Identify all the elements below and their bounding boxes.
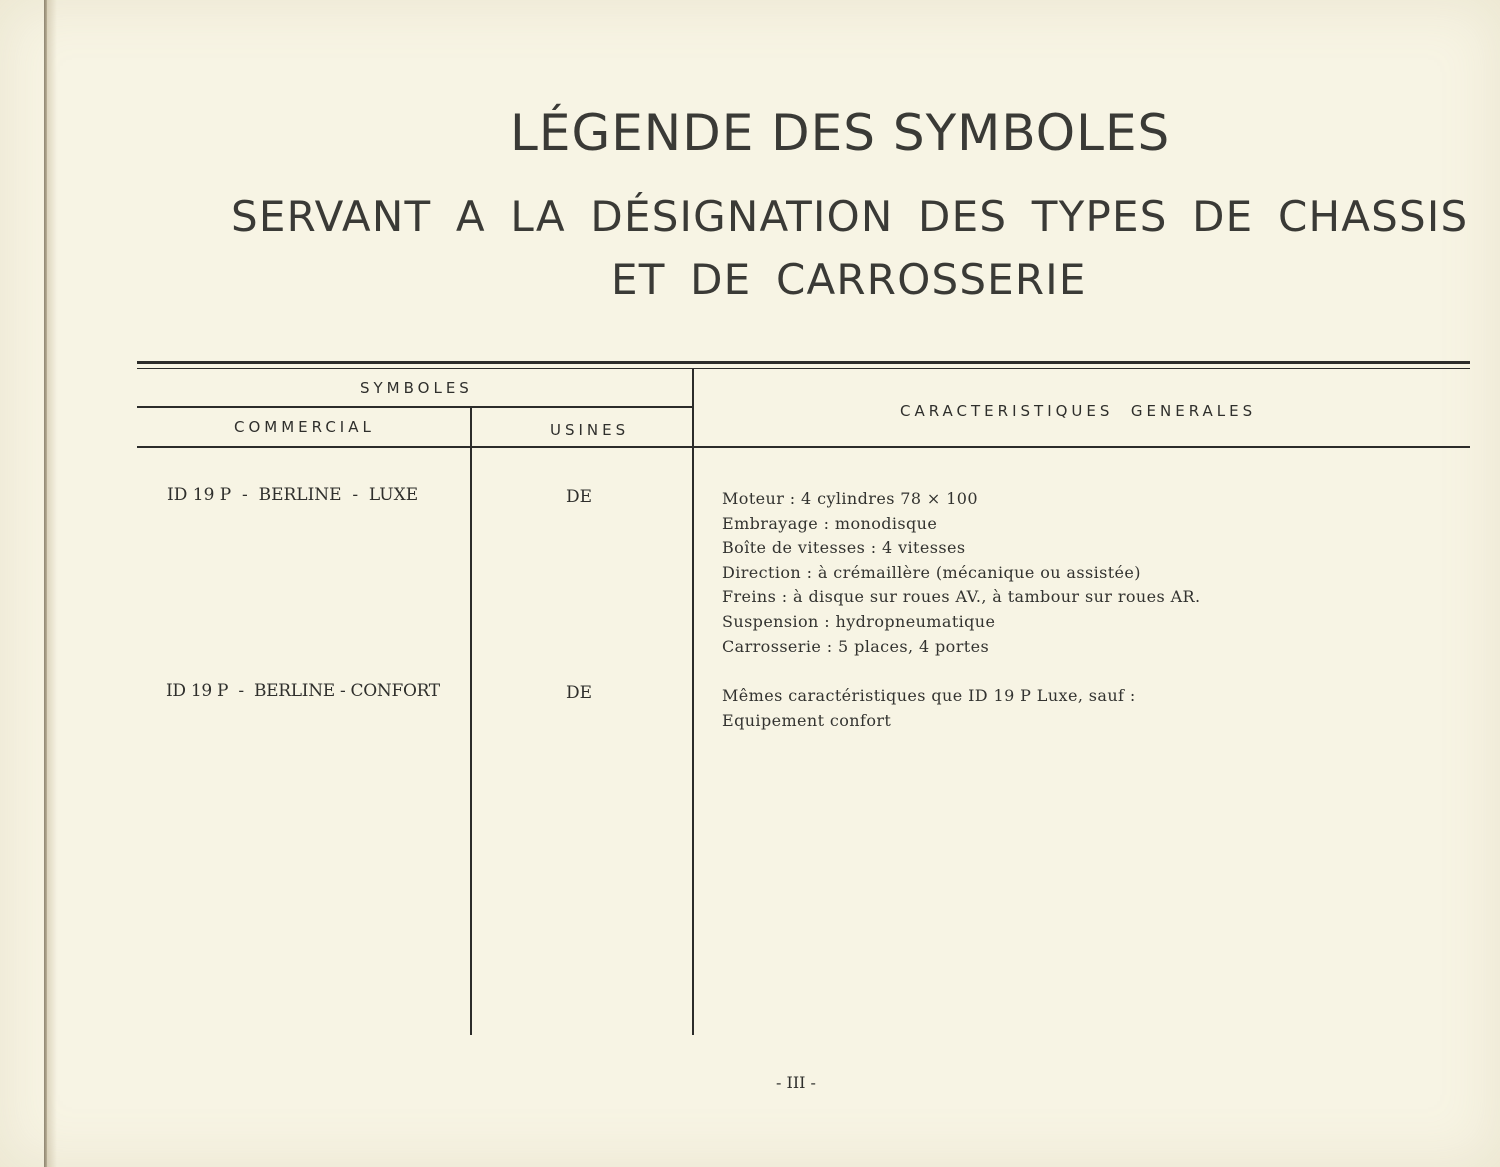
row-commercial-luxe: ID 19 P - BERLINE - LUXE <box>167 485 419 505</box>
spec-line: Freins : à disque sur roues AV., à tambour sur roues AR. <box>722 587 1201 607</box>
page-number: - III - <box>776 1073 816 1092</box>
symboles-subheader-rule <box>137 406 694 408</box>
spec-line: Suspension : hydropneumatique <box>722 611 996 631</box>
header-commercial: COMMERCIAL <box>234 418 375 436</box>
spec-line: Moteur : 4 cylindres 78 × 100 <box>722 489 978 508</box>
page-subtitle-line1: SERVANT A LA DÉSIGNATION DES TYPES DE CHASSIS <box>231 192 1469 241</box>
spec-line: Carrosserie : 5 places, 4 portes <box>722 636 990 656</box>
header-caracteristiques: CARACTERISTIQUES GENERALES <box>900 402 1257 420</box>
spec-line: Direction : à crémaillère (mécanique ou assistée) <box>722 562 1141 582</box>
table-top-rule-thick <box>137 361 1470 364</box>
row-caracteristiques-confort <box>722 684 1136 733</box>
row-usines-luxe: DE <box>566 487 593 507</box>
row-commercial-confort: ID 19 P - BERLINE - CONFORT <box>166 681 440 701</box>
page-title: LÉGENDE DES SYMBOLES <box>510 104 1171 162</box>
header-symboles: SYMBOLES <box>360 379 473 397</box>
row-usines-confort: DE <box>566 683 593 703</box>
spec-line: Embrayage : monodisque <box>722 513 938 533</box>
header-usines: USINES <box>550 421 630 439</box>
column-divider-caracteristiques <box>692 369 694 1035</box>
header-bottom-rule <box>137 446 1470 448</box>
page-subtitle-line2: ET DE CARROSSERIE <box>611 255 1087 304</box>
row-caracteristiques-luxe <box>722 487 1200 659</box>
column-divider-usines <box>470 407 472 1035</box>
spec-line: Mêmes caractéristiques que ID 19 P Luxe, sauf : <box>722 686 1136 705</box>
spec-line: Equipement confort <box>722 710 892 730</box>
spec-line: Boîte de vitesses : 4 vitesses <box>722 538 966 558</box>
binding-shadow <box>47 0 57 1167</box>
table-top-rule-thin <box>137 368 1470 369</box>
